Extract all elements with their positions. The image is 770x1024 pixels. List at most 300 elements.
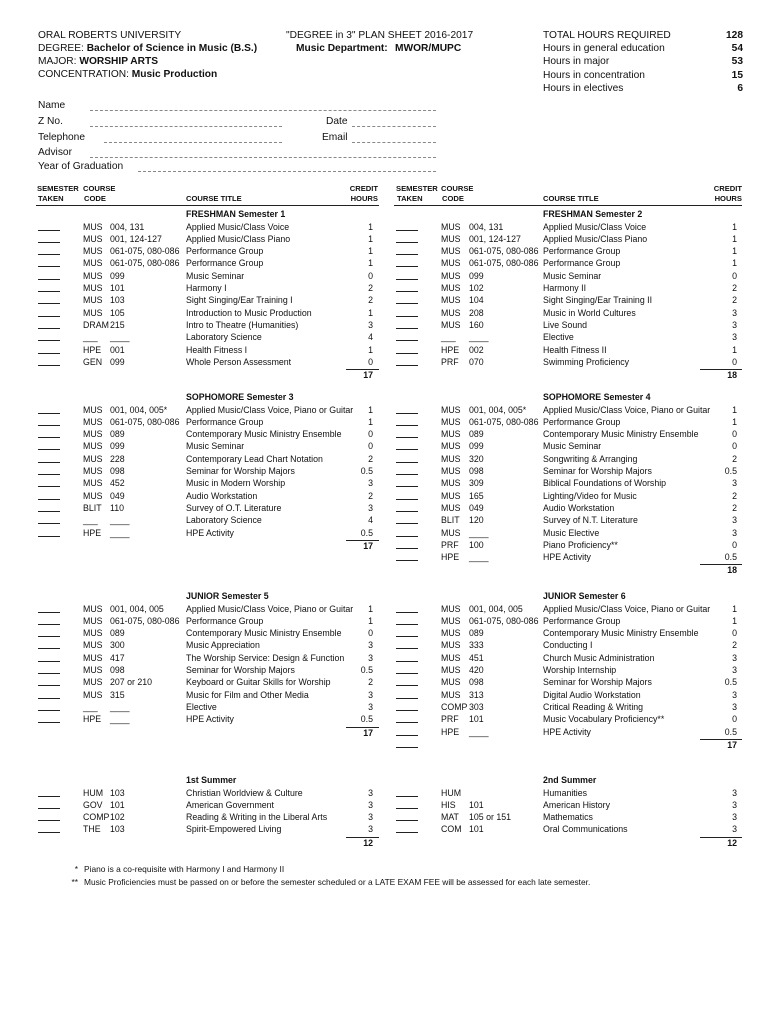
taken-checkbox-line[interactable]: [396, 796, 418, 797]
taken-checkbox-line[interactable]: [396, 612, 418, 613]
course-title: Harmony I: [186, 283, 227, 293]
course-credit: 0.5: [360, 527, 373, 538]
degree-line: [38, 42, 257, 55]
taken-checkbox-line[interactable]: [38, 242, 60, 243]
course-title: Lighting/Video for Music: [543, 490, 637, 501]
course-number: 101: [110, 799, 125, 810]
semester-title: JUNIOR Semester 6: [543, 591, 626, 601]
course-title: Music Vocabulary Proficiency**: [543, 714, 665, 725]
course-subject: MUS: [441, 441, 461, 452]
taken-checkbox-line[interactable]: [396, 560, 418, 561]
course-credit: 3: [732, 787, 737, 798]
course-number: 001, 124-127: [110, 233, 162, 244]
course-number: 001, 004, 005*: [110, 404, 168, 415]
course-credit: 3: [732, 701, 737, 712]
taken-checkbox-line[interactable]: [38, 365, 60, 366]
semester-header: SEMESTER: [37, 184, 79, 193]
taken-checkbox-line[interactable]: [38, 648, 60, 649]
course-subject: HUM: [83, 787, 104, 798]
course-credit: 1: [732, 404, 737, 415]
taken-checkbox-line[interactable]: [38, 316, 60, 317]
course-title: Music Seminar: [543, 270, 602, 281]
course-title: Swimming Proficiency: [543, 356, 630, 367]
taken-checkbox-line[interactable]: [396, 648, 418, 649]
course-subject: MUS: [83, 640, 103, 651]
taken-checkbox-line[interactable]: [396, 425, 418, 426]
course-title: Music in World Cultures: [543, 307, 636, 318]
taken-checkbox-line[interactable]: [396, 353, 418, 354]
taken-checkbox-line[interactable]: [38, 673, 60, 674]
course-credit: 3: [732, 478, 737, 489]
course-credit: 0: [368, 429, 373, 440]
course-credit: 1: [732, 233, 737, 244]
taken-checkbox-line[interactable]: [38, 636, 60, 637]
course-credit: 0: [732, 714, 737, 725]
taken-checkbox-line[interactable]: [396, 413, 418, 414]
taken-checkbox-line[interactable]: [38, 661, 60, 662]
course-number: 002: [469, 344, 484, 355]
course-credit: 0: [732, 441, 737, 452]
course-title: Music Seminar: [543, 441, 602, 452]
course-number: 101: [110, 283, 125, 293]
course-credit: 3: [368, 319, 373, 330]
taken-checkbox-line[interactable]: [38, 474, 60, 475]
taken-checkbox-line[interactable]: [396, 230, 418, 231]
semester-total-hours: 18: [727, 565, 737, 576]
taken-checkbox-line[interactable]: [38, 808, 60, 809]
name-label: Name: [38, 100, 66, 111]
taken-checkbox-line[interactable]: [396, 722, 418, 723]
course-number: 098: [110, 665, 125, 675]
taken-checkbox-line[interactable]: [396, 266, 418, 267]
title-header: COURSE TITLE: [186, 194, 242, 203]
course-number: 061-075, 080-086: [110, 416, 180, 427]
course-title: Elective: [186, 701, 217, 712]
course-credit: 3: [732, 332, 737, 343]
course-number: ____: [110, 527, 130, 538]
course-title: Music Elective: [543, 527, 600, 538]
taken-checkbox-line[interactable]: [396, 636, 418, 637]
course-number: 004, 131: [469, 221, 504, 232]
taken-checkbox-line[interactable]: [38, 612, 60, 613]
course-subject: MUS: [83, 270, 103, 281]
taken-checkbox-line[interactable]: [396, 673, 418, 674]
date-field[interactable]: [352, 126, 436, 127]
course-credit: 1: [368, 615, 373, 626]
course-number: 061-075, 080-086: [110, 258, 180, 269]
degree-value: Bachelor of Science in Music (B.S.): [86, 43, 258, 54]
course-subject: ___: [83, 332, 98, 343]
taken-checkbox-line[interactable]: [38, 449, 60, 450]
taken-checkbox-line[interactable]: [38, 437, 60, 438]
course-credit: 1: [732, 258, 737, 269]
taken-checkbox-line[interactable]: [38, 413, 60, 414]
taken-checkbox-line[interactable]: [38, 832, 60, 833]
hours-label: Hours in major: [543, 56, 610, 68]
course-credit: 3: [732, 527, 737, 538]
course-number: 452: [110, 478, 125, 489]
course-title: Survey of O.T. Literature: [186, 502, 282, 513]
course-subject: PRF: [441, 356, 459, 367]
course-number: 165: [469, 490, 484, 501]
course-credit: 3: [368, 478, 373, 489]
course-credit: 1: [732, 344, 737, 355]
course-title: Sight Singing/Ear Training II: [543, 295, 653, 306]
course-number: 001, 004, 005: [110, 603, 164, 614]
course-credit: 2: [368, 490, 373, 501]
course-number: 103: [110, 787, 125, 798]
course-subject: MUS: [441, 640, 461, 651]
name-field[interactable]: [90, 110, 436, 111]
course-credit: 3: [368, 701, 373, 712]
course-title: Sight Singing/Ear Training I: [186, 295, 293, 306]
footnote-text: Music Proficiencies must be passed on or before the semester scheduled or a LATE EXAM FEE will be assessed for each late semester.: [84, 877, 591, 887]
hours-label: Hours in electives: [543, 82, 624, 94]
course-title: Keyboard or Guitar Skills for Worship: [186, 677, 331, 688]
taken-checkbox-line[interactable]: [396, 474, 418, 475]
course-number: 049: [469, 502, 484, 513]
taken-checkbox-line[interactable]: [396, 499, 418, 500]
course-number: 001, 004, 005: [469, 603, 523, 614]
hours-label: Hours in general education: [543, 43, 665, 55]
course-number: 420: [469, 665, 484, 675]
course-title: Applied Music/Class Piano: [543, 233, 648, 244]
course-subject: MUS: [83, 441, 103, 452]
course-number: 101: [469, 799, 484, 810]
course-header: COURSE: [83, 184, 116, 193]
course-number: 089: [110, 628, 125, 639]
taken-checkbox-line[interactable]: [396, 365, 418, 366]
hours-value: 54: [731, 43, 743, 55]
telephone-field[interactable]: [104, 142, 282, 143]
taken-checkbox-line[interactable]: [38, 462, 60, 463]
taken-checkbox-line[interactable]: [396, 624, 418, 625]
course-number: 001, 004, 005*: [469, 404, 527, 415]
advisor-field[interactable]: [90, 157, 436, 158]
course-number: 098: [469, 466, 484, 476]
course-number: 098: [469, 677, 484, 688]
taken-checkbox-line[interactable]: [396, 548, 418, 549]
course-title: Church Music Administration: [543, 652, 655, 663]
course-subject: MUS: [83, 689, 103, 700]
course-credit: 1: [368, 246, 373, 257]
taken-checkbox-line[interactable]: [38, 499, 60, 500]
semester-title: JUNIOR Semester 5: [186, 591, 269, 601]
taken-checkbox-line[interactable]: [396, 449, 418, 450]
course-credit: 3: [732, 665, 737, 675]
taken-checkbox-line[interactable]: [396, 808, 418, 809]
taken-checkbox-line[interactable]: [38, 820, 60, 821]
taken-checkbox-line[interactable]: [396, 698, 418, 699]
course-subject: MUS: [441, 429, 461, 440]
taken-checkbox-line[interactable]: [396, 735, 418, 736]
course-title: American Government: [186, 799, 275, 810]
major-value: WORSHIP ARTS: [79, 56, 159, 67]
course-title: Performance Group: [186, 246, 264, 257]
course-number: 417: [110, 652, 125, 663]
taken-checkbox-line[interactable]: [38, 279, 60, 280]
taken-checkbox-line[interactable]: [396, 303, 418, 304]
taken-checkbox-line[interactable]: [38, 722, 60, 723]
hours-value: 15: [731, 69, 743, 81]
course-subject: MUS: [83, 603, 103, 614]
course-subject: MUS: [441, 246, 461, 257]
zno-label: Z No.: [38, 116, 63, 127]
taken-checkbox-line[interactable]: [38, 536, 60, 537]
course-number: 315: [110, 689, 125, 700]
semester-total-hours: 17: [727, 739, 737, 750]
course-title: Seminar for Worship Majors: [543, 466, 652, 476]
course-credit: 3: [368, 652, 373, 663]
taken-checkbox-line[interactable]: [38, 523, 60, 524]
course-number: 049: [110, 490, 125, 501]
course-credit: 3: [732, 319, 737, 330]
taken-checkbox-line[interactable]: [396, 486, 418, 487]
course-subject: MUS: [83, 652, 103, 663]
course-credit: 0: [732, 539, 737, 550]
course-title: Songwriting & Arranging: [543, 453, 638, 464]
course-credit: 0.5: [360, 714, 373, 725]
taken-checkbox-line[interactable]: [38, 425, 60, 426]
course-credit: 3: [732, 652, 737, 663]
course-subject: MUS: [441, 689, 461, 700]
course-title: Laboratory Science: [186, 332, 262, 343]
course-title: Music for Film and Other Media: [186, 689, 309, 700]
course-number: ____: [110, 515, 130, 526]
course-title: Applied Music/Class Voice, Piano or Guitar: [543, 603, 711, 614]
taken-checkbox-line[interactable]: [396, 437, 418, 438]
course-subject: MUS: [441, 466, 461, 476]
course-subject: MUS: [441, 527, 461, 538]
course-number: 001, 124-127: [469, 233, 521, 244]
semester-title: 2nd Summer: [543, 775, 597, 785]
course-subject: MUS: [441, 416, 461, 427]
semester-title: SOPHOMORE Semester 4: [543, 392, 651, 402]
course-credit: 2: [368, 283, 373, 293]
graduation-year-field[interactable]: [138, 171, 436, 172]
course-credit: 0: [732, 270, 737, 281]
taken-checkbox-line[interactable]: [396, 832, 418, 833]
taken-checkbox-line[interactable]: [38, 698, 60, 699]
course-number: 105: [110, 307, 125, 318]
taken-header: TAKEN: [397, 194, 423, 203]
course-subject: MUS: [83, 246, 103, 257]
course-title: Mathematics: [543, 812, 593, 823]
course-credit: 1: [368, 416, 373, 427]
course-subject: DRAM: [83, 319, 109, 330]
taken-checkbox-line[interactable]: [396, 279, 418, 280]
taken-checkbox-line[interactable]: [396, 536, 418, 537]
course-credit: 0: [732, 429, 737, 440]
course-number: 105 or 151: [469, 812, 512, 823]
course-title: Oral Communications: [543, 824, 628, 835]
course-subject: PRF: [441, 539, 459, 550]
title-header: COURSE TITLE: [543, 194, 599, 203]
department-code: MWOR/MUPC: [395, 43, 462, 54]
taken-checkbox-line[interactable]: [38, 353, 60, 354]
course-subject: MUS: [441, 615, 461, 626]
taken-checkbox-line[interactable]: [38, 303, 60, 304]
course-subject: THE: [83, 824, 101, 835]
course-credit: 2: [732, 283, 737, 293]
course-title: Live Sound: [543, 319, 588, 330]
taken-checkbox-line[interactable]: [38, 254, 60, 255]
course-subject: MUS: [441, 652, 461, 663]
course-title: Contemporary Music Ministry Ensemble: [543, 628, 699, 639]
course-number: ____: [469, 552, 489, 563]
course-number: 160: [469, 319, 484, 330]
course-credit: 2: [368, 295, 373, 306]
taken-checkbox-line[interactable]: [396, 291, 418, 292]
department-label: Music Department:: [296, 43, 388, 54]
course-credit: 0: [368, 628, 373, 639]
course-number: 089: [469, 628, 484, 639]
concentration-label: CONCENTRATION:: [38, 69, 129, 80]
course-credit: 2: [732, 502, 737, 513]
course-title: Health Fitness I: [186, 344, 248, 355]
taken-checkbox-line[interactable]: [38, 796, 60, 797]
taken-checkbox-line[interactable]: [38, 486, 60, 487]
taken-checkbox-line[interactable]: [38, 340, 60, 341]
course-subject: HPE: [441, 552, 460, 563]
course-title: Performance Group: [543, 258, 621, 269]
course-subject: MUS: [83, 295, 103, 306]
course-number: 099: [110, 356, 125, 367]
hours-header: HOURS: [714, 194, 742, 203]
taken-checkbox-line[interactable]: [38, 230, 60, 231]
course-subject: PRF: [441, 714, 459, 725]
course-credit: 0: [732, 356, 737, 367]
course-subject: HPE: [83, 714, 102, 725]
taken-checkbox-line[interactable]: [396, 242, 418, 243]
major-label: MAJOR:: [38, 56, 77, 67]
hours-label: Hours in concentration: [543, 69, 645, 81]
course-credit: 1: [368, 307, 373, 318]
taken-checkbox-line[interactable]: [38, 710, 60, 711]
course-subject: MUS: [83, 283, 103, 293]
course-subject: MUS: [83, 429, 103, 440]
course-credit: 1: [368, 404, 373, 415]
course-subject: MUS: [441, 490, 461, 501]
course-number: 099: [110, 270, 125, 281]
credit-header: CREDIT: [713, 184, 742, 193]
course-subject: COM: [441, 824, 462, 835]
taken-checkbox-line[interactable]: [38, 291, 60, 292]
course-subject: ___: [441, 332, 456, 343]
hours-value: 128: [726, 30, 743, 41]
taken-checkbox-line[interactable]: [38, 685, 60, 686]
course-title: Applied Music/Class Voice, Piano or Guitar: [186, 603, 354, 614]
course-number: 120: [469, 515, 484, 526]
course-title: Christian Worldview & Culture: [186, 787, 303, 798]
course-subject: MUS: [83, 453, 103, 464]
course-number: 098: [110, 466, 125, 476]
course-subject: MUS: [441, 319, 461, 330]
taken-checkbox-line[interactable]: [396, 511, 418, 512]
taken-checkbox-line[interactable]: [396, 328, 418, 329]
course-subject: MUS: [441, 295, 461, 306]
course-number: 313: [469, 689, 484, 700]
course-subject: MUS: [441, 258, 461, 269]
course-credit: 3: [732, 799, 737, 810]
taken-checkbox-line[interactable]: [38, 624, 60, 625]
taken-checkbox-line[interactable]: [396, 747, 418, 748]
course-title: Conducting I: [543, 640, 593, 651]
taken-checkbox-line[interactable]: [396, 340, 418, 341]
course-subject: MUS: [83, 307, 103, 318]
course-title: Introduction to Music Production: [186, 307, 312, 318]
course-title: Performance Group: [543, 246, 621, 257]
taken-checkbox-line[interactable]: [396, 685, 418, 686]
graduation-year-label: Year of Graduation: [38, 161, 124, 172]
course-credit: 3: [368, 689, 373, 700]
taken-checkbox-line[interactable]: [38, 328, 60, 329]
course-number: ____: [110, 714, 130, 725]
course-title: Contemporary Lead Chart Notation: [186, 453, 323, 464]
taken-checkbox-line[interactable]: [396, 316, 418, 317]
course-number: 451: [469, 652, 484, 663]
course-subject: BLIT: [83, 502, 102, 513]
course-title: Applied Music/Class Voice: [186, 221, 290, 232]
course-credit: 2: [368, 677, 373, 688]
course-title: HPE Activity: [186, 714, 234, 725]
course-subject: MUS: [441, 603, 461, 614]
course-number: 061-075, 080-086: [469, 258, 539, 269]
university-name: ORAL ROBERTS UNIVERSITY: [38, 30, 182, 41]
course-number: ____: [469, 332, 489, 343]
taken-checkbox-line[interactable]: [396, 820, 418, 821]
taken-checkbox-line[interactable]: [38, 511, 60, 512]
course-number: 001: [110, 344, 125, 355]
course-title: Applied Music/Class Piano: [186, 233, 291, 244]
course-credit: 0.5: [724, 726, 737, 737]
course-credit: 3: [368, 824, 373, 835]
taken-checkbox-line[interactable]: [396, 523, 418, 524]
header-rule-left: [36, 205, 379, 206]
header-rule-right: [394, 205, 742, 206]
taken-checkbox-line[interactable]: [396, 462, 418, 463]
semester-total-hours: 17: [363, 727, 373, 738]
course-credit: 1: [732, 246, 737, 257]
course-subject: ___: [83, 701, 98, 712]
taken-checkbox-line[interactable]: [396, 254, 418, 255]
course-subject: MUS: [441, 665, 461, 675]
course-credit: 2: [368, 453, 373, 464]
course-credit: 1: [368, 258, 373, 269]
course-subject: MUS: [83, 416, 103, 427]
course-title: Performance Group: [543, 615, 621, 626]
hours-label: TOTAL HOURS REQUIRED: [543, 30, 671, 41]
taken-checkbox-line[interactable]: [38, 266, 60, 267]
footnote-mark: *: [74, 864, 78, 874]
course-subject: HIS: [441, 799, 456, 810]
course-number: 333: [469, 640, 484, 651]
taken-checkbox-line[interactable]: [396, 710, 418, 711]
course-title: Applied Music/Class Voice, Piano or Guitar: [543, 404, 711, 415]
course-number: 102: [469, 283, 484, 293]
course-title: Seminar for Worship Majors: [186, 665, 295, 675]
taken-checkbox-line[interactable]: [396, 661, 418, 662]
course-number: 100: [469, 539, 484, 550]
code-header: CODE: [442, 194, 464, 203]
email-field[interactable]: [352, 142, 436, 143]
course-subject: MUS: [83, 221, 103, 232]
course-credit: 0.5: [360, 665, 373, 675]
course-number: 070: [469, 356, 484, 367]
semester-total-hours: 17: [363, 540, 373, 551]
zno-field[interactable]: [90, 126, 282, 127]
course-credit: 3: [732, 824, 737, 835]
